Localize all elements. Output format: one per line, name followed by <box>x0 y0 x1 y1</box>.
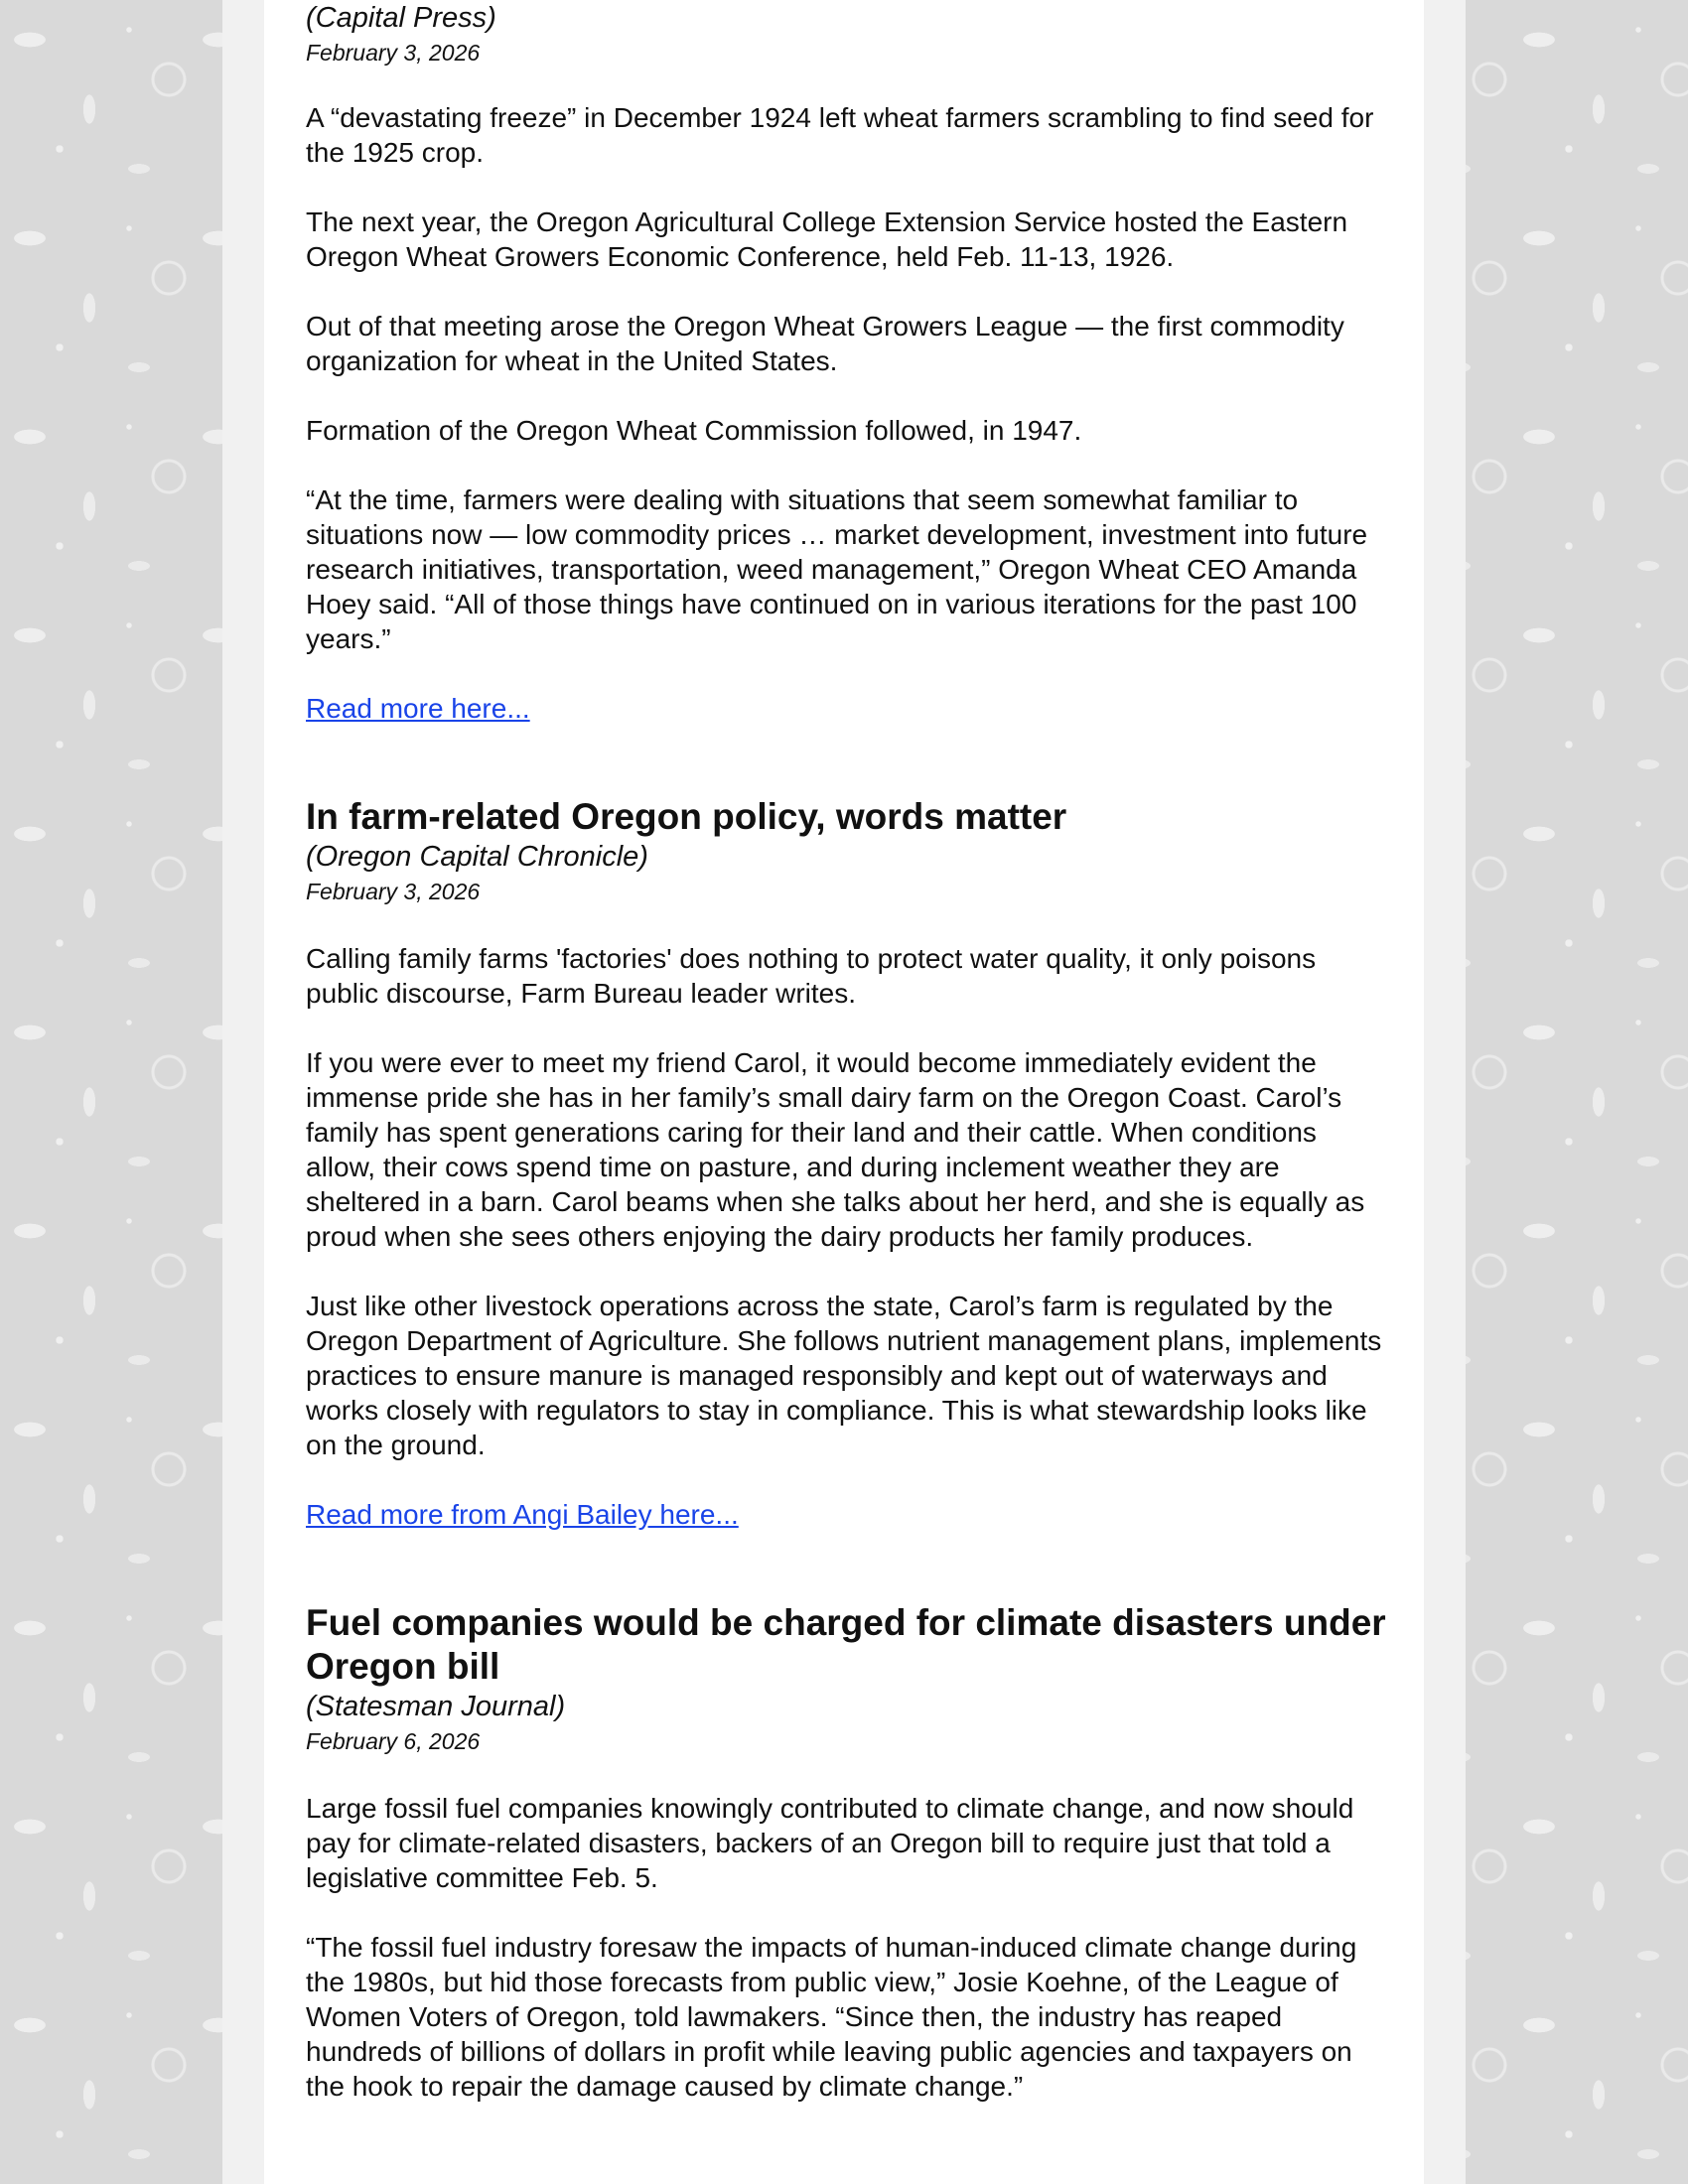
article-source: (Statesman Journal) <box>306 1691 566 1722</box>
article-paragraph: Out of that meeting arose the Oregon Wheat Growers League — the first commodity organization for wheat in the United States. <box>306 311 1344 376</box>
article-paragraph: The next year, the Oregon Agricultural College Extension Service hosted the Eastern Oregon Wheat Growers Economic Conference, held Feb. 11-13, 1926. <box>306 206 1348 272</box>
article-headline: Fuel companies would be charged for climate disasters under Oregon bill <box>306 1602 1386 1687</box>
article-paragraph: A “devastating freeze” in December 1924 left wheat farmers scrambling to find seed for the 1925 crop. <box>306 102 1374 168</box>
article-date: February 3, 2026 <box>306 40 481 66</box>
article-source: (Oregon Capital Chronicle) <box>306 841 648 873</box>
article-climate-disasters-bill <box>306 1601 1388 2104</box>
article-source: (Capital Press) <box>306 2 496 34</box>
read-more-link[interactable]: Read more from Angi Bailey here... <box>306 1499 739 1530</box>
article-paragraph: Just like other livestock operations across the state, Carol’s farm is regulated by the Oregon Department of Agriculture. She follows nutrient management plans, implements practices to ensure manure is managed responsibly and kept out of waterways and works closely with regulators to stay in compliance. This is what stewardship looks like on the ground. <box>306 1291 1382 1460</box>
article-paragraph: “At the time, farmers were dealing with situations that seem somewhat familiar to situations now — low commodity prices … market development, investment into future research initiatives, transportation, weed management,” Oregon Wheat CEO Amanda Hoey said. “All of those things have continued on in various iterations for the past 100 years.” <box>306 484 1368 654</box>
newsletter-content <box>306 0 1388 2104</box>
article-paragraph: Large fossil fuel companies knowingly contributed to climate change, and now should pay for climate-related disasters, backers of an Oregon bill to require just that told a legislative committee Feb. 5. <box>306 1793 1354 1893</box>
article-date: February 6, 2026 <box>306 1728 481 1754</box>
article-paragraph: Calling family farms 'factories' does nothing to protect water quality, it only poisons public discourse, Farm Bureau leader writes. <box>306 943 1317 1009</box>
article-words-matter <box>306 795 1388 1532</box>
article-paragraph: “The fossil fuel industry foresaw the impacts of human-induced climate change during the 1980s, but hid those forecasts from public view,” Josie Koehne, of the League of Women Voters of Oregon, told lawmakers. “Since then, the industry has reaped hundreds of billions of dollars in profit while leaving public agencies and taxpayers on the hook to repair the damage caused by climate change.” <box>306 1932 1357 2102</box>
newsletter-page <box>264 0 1424 2184</box>
read-more-link[interactable]: Read more here... <box>306 693 530 724</box>
article-paragraph: If you were ever to meet my friend Carol, it would become immediately evident the immense pride she has in her family’s small dairy farm on the Oregon Coast. Carol’s family has spent generations caring for their land and their cattle. When conditions allow, their cows spend time on pasture, and during inclement weather they are sheltered in a barn. Carol beams when she talks about her herd, and she is equally as proud when she sees others enjoying the dairy products her family produces. <box>306 1047 1365 1252</box>
article-headline: In farm-related Oregon policy, words matter <box>306 796 1067 837</box>
article-paragraph: Formation of the Oregon Wheat Commission followed, in 1947. <box>306 415 1082 446</box>
article-wheat-centennial <box>306 0 1388 726</box>
article-date: February 3, 2026 <box>306 879 481 904</box>
